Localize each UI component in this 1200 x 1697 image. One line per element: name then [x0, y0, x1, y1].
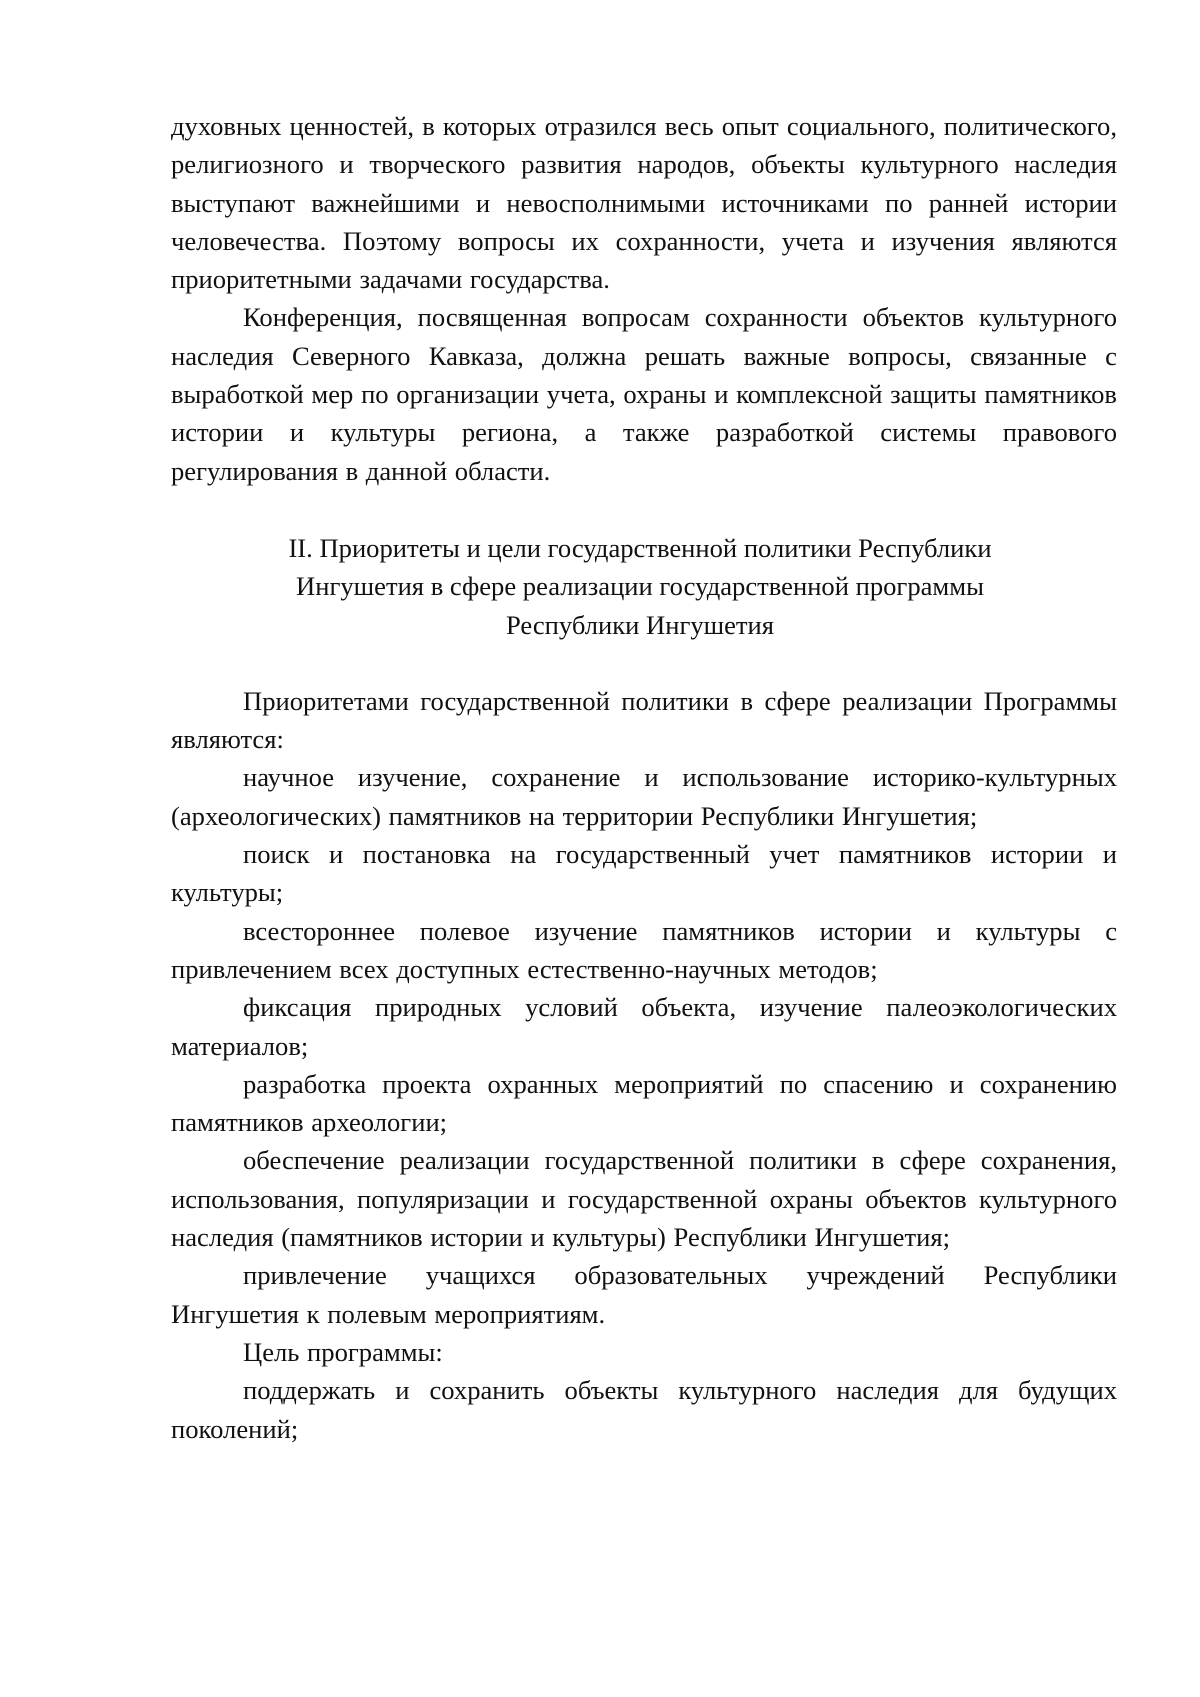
section-heading [171, 529, 1117, 644]
paragraph-conference: Конференция, посвященная вопросам сохранности объектов культурного наследия Северного Кавказа, должна решать важные вопросы, связанные с выработкой мер по организации учета, охраны и комплексной защиты памятников истории и культуры региона, а также разработкой системы правового регулирования в данной области. [171, 302, 1117, 486]
paragraph-goal-1: поддержать и сохранить объекты культурного наследия для будущих поколений; [171, 1375, 1117, 1444]
section-heading-line-3: Республики Ингушетия [505, 609, 775, 640]
paragraph-priority-3: всестороннее полевое изучение памятников истории и культуры с привлечением всех доступных естественно-научных методов; [171, 915, 1117, 984]
paragraph-priority-7: привлечение учащихся образовательных учреждений Республики Ингушетия к полевым мероприятиям. [171, 1260, 1117, 1329]
paragraph-priority-6: обеспечение реализации государственной политики в сфере сохранения, использования, популяризации и государственной охраны объектов культурного наследия (памятников истории и культуры) Республики Ингушетия; [171, 1145, 1117, 1253]
section-heading-line-1: II. Приоритеты и цели государственной политики Республики [288, 532, 992, 563]
paragraph-priority-4: фиксация природных условий объекта, изучение палеоэкологических материалов; [171, 992, 1117, 1061]
spacer [171, 490, 1117, 529]
spacer [171, 644, 1117, 682]
paragraph-goal-intro: Цель программы: [243, 1336, 443, 1367]
paragraph-continuation: духовных ценностей, в которых отразился весь опыт социального, политического, религиозного и творческого развития народов, объекты культурного наследия выступают важнейшими и невосполнимыми источниками по ранней истории человечества. Поэтому вопросы их сохранности, учета и изучения являются приоритетными задачами государства. [171, 111, 1117, 295]
paragraph-priorities-intro: Приоритетами государственной политики в сфере реализации Программы являются: [171, 685, 1117, 755]
paragraph-priority-1: научное изучение, сохранение и использование историко-культурных (археологических) памятников на территории Республики Ингушетия; [171, 762, 1117, 831]
paragraph-priority-5: разработка проекта охранных мероприятий по спасению и сохранению памятников археологии; [171, 1068, 1117, 1138]
paragraph-priority-2: поиск и постановка на государственный учет памятников истории и культуры; [171, 839, 1117, 908]
section-heading-line-2: Ингушетия в сфере реализации государственной программы [296, 571, 984, 602]
